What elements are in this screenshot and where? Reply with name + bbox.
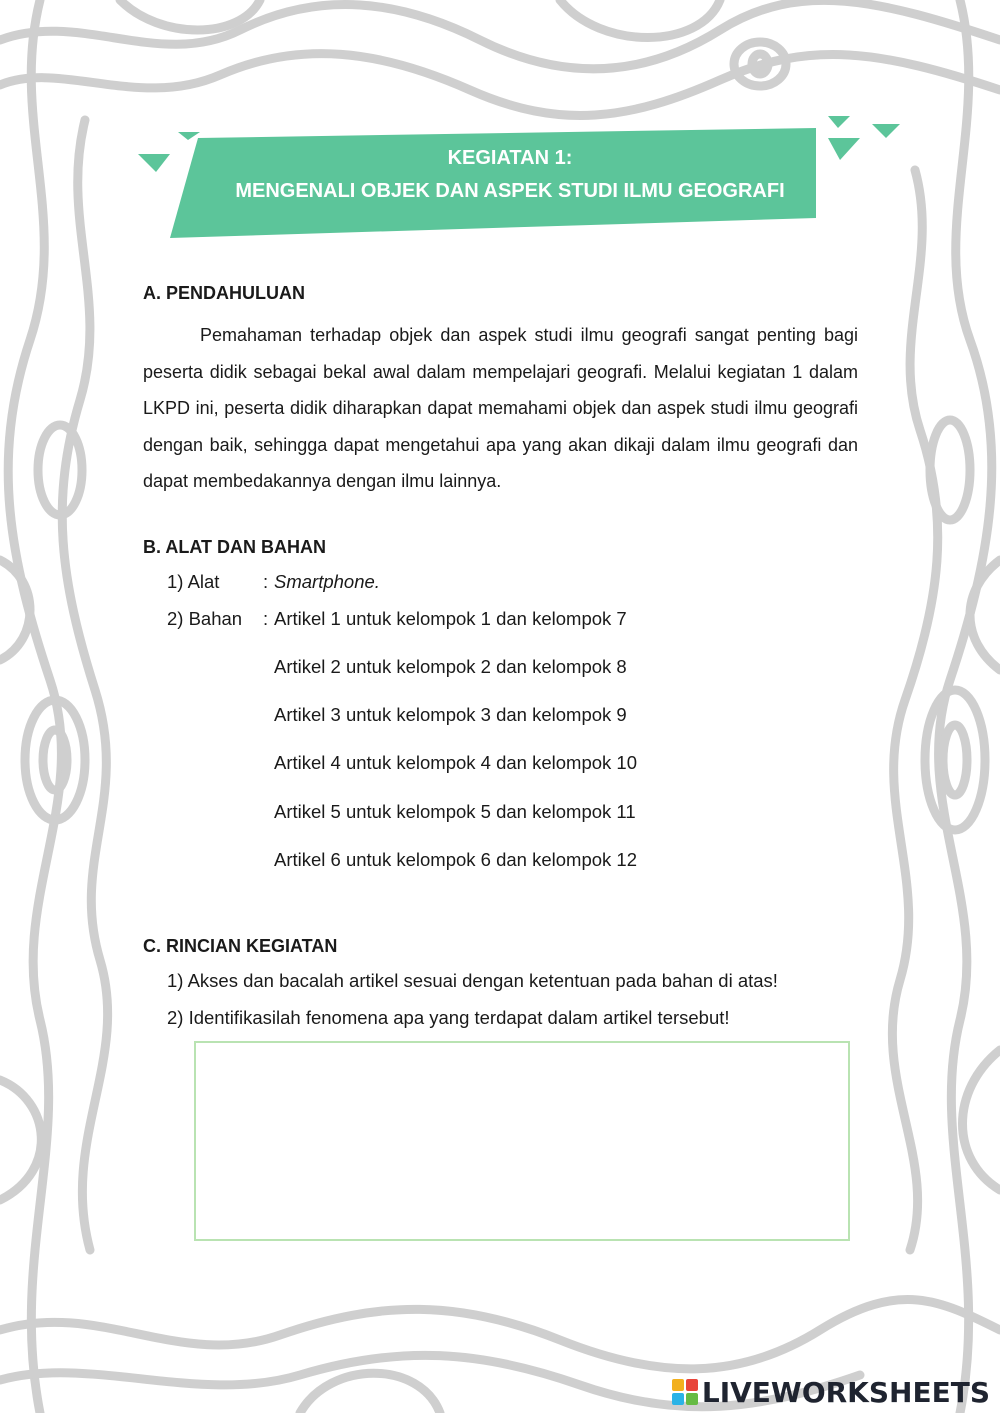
liveworksheets-logo[interactable]: [672, 1375, 990, 1409]
liveworksheets-logo-text: LIVEWORKSHEETS: [701, 1375, 990, 1409]
bahan-item: Artikel 5 untuk kelompok 5 dan kelompok 11: [274, 801, 636, 822]
bahan-separator: :: [263, 608, 269, 629]
activity-title-banner: [138, 112, 908, 247]
section-rincian-kegiatan: [143, 934, 858, 958]
liveworksheets-logo-icon: [672, 1379, 698, 1405]
alat-label: 1) Alat: [167, 571, 220, 592]
bahan-label: 2) Bahan: [167, 608, 243, 629]
activity-title: MENGENALI OBJEK DAN ASPEK STUDI ILMU GEOGRAFI: [235, 180, 785, 202]
bahan-item: Artikel 6 untuk kelompok 6 dan kelompok 12: [274, 849, 638, 870]
activity-number: KEGIATAN 1:: [447, 147, 573, 169]
bahan-item: Artikel 4 untuk kelompok 4 dan kelompok 10: [274, 752, 638, 773]
activity-step: 1) Akses dan bacalah artikel sesuai dengan ketentuan pada bahan di atas!: [167, 970, 778, 991]
triangle-decoration-icon: [138, 154, 170, 172]
section-a-paragraph: Pemahaman terhadap objek dan aspek studi ilmu geografi sangat penting bagi peserta didik sebagai bekal awal dalam mempelajari geografi. Melalui kegiatan 1 dalam LKPD ini, peserta didik diharapkan dapat memahami objek dan aspek studi ilmu geografi dengan baik, sehingga dapat mengetahui apa yang akan dikaji dalam ilmu geografi dan dapat membedakannya dengan ilmu lainnya.: [143, 325, 858, 491]
section-c-heading: C. RINCIAN KEGIATAN: [143, 936, 338, 956]
bahan-item: Artikel 1 untuk kelompok 1 dan kelompok 7: [274, 608, 627, 629]
activity-step: 2) Identifikasilah fenomena apa yang terdapat dalam artikel tersebut!: [167, 1007, 730, 1028]
bahan-item: Artikel 2 untuk kelompok 2 dan kelompok 8: [274, 656, 627, 677]
section-alat-bahan: [143, 535, 858, 559]
bahan-item: Artikel 3 untuk kelompok 3 dan kelompok 9: [274, 704, 627, 725]
alat-separator: :: [263, 571, 269, 592]
section-a-heading: A. PENDAHULUAN: [143, 283, 305, 303]
alat-value: Smartphone.: [274, 571, 380, 592]
answer-text-box[interactable]: [194, 1041, 850, 1241]
section-b-heading: B. ALAT DAN BAHAN: [143, 537, 326, 557]
section-pendahuluan: [143, 281, 858, 500]
